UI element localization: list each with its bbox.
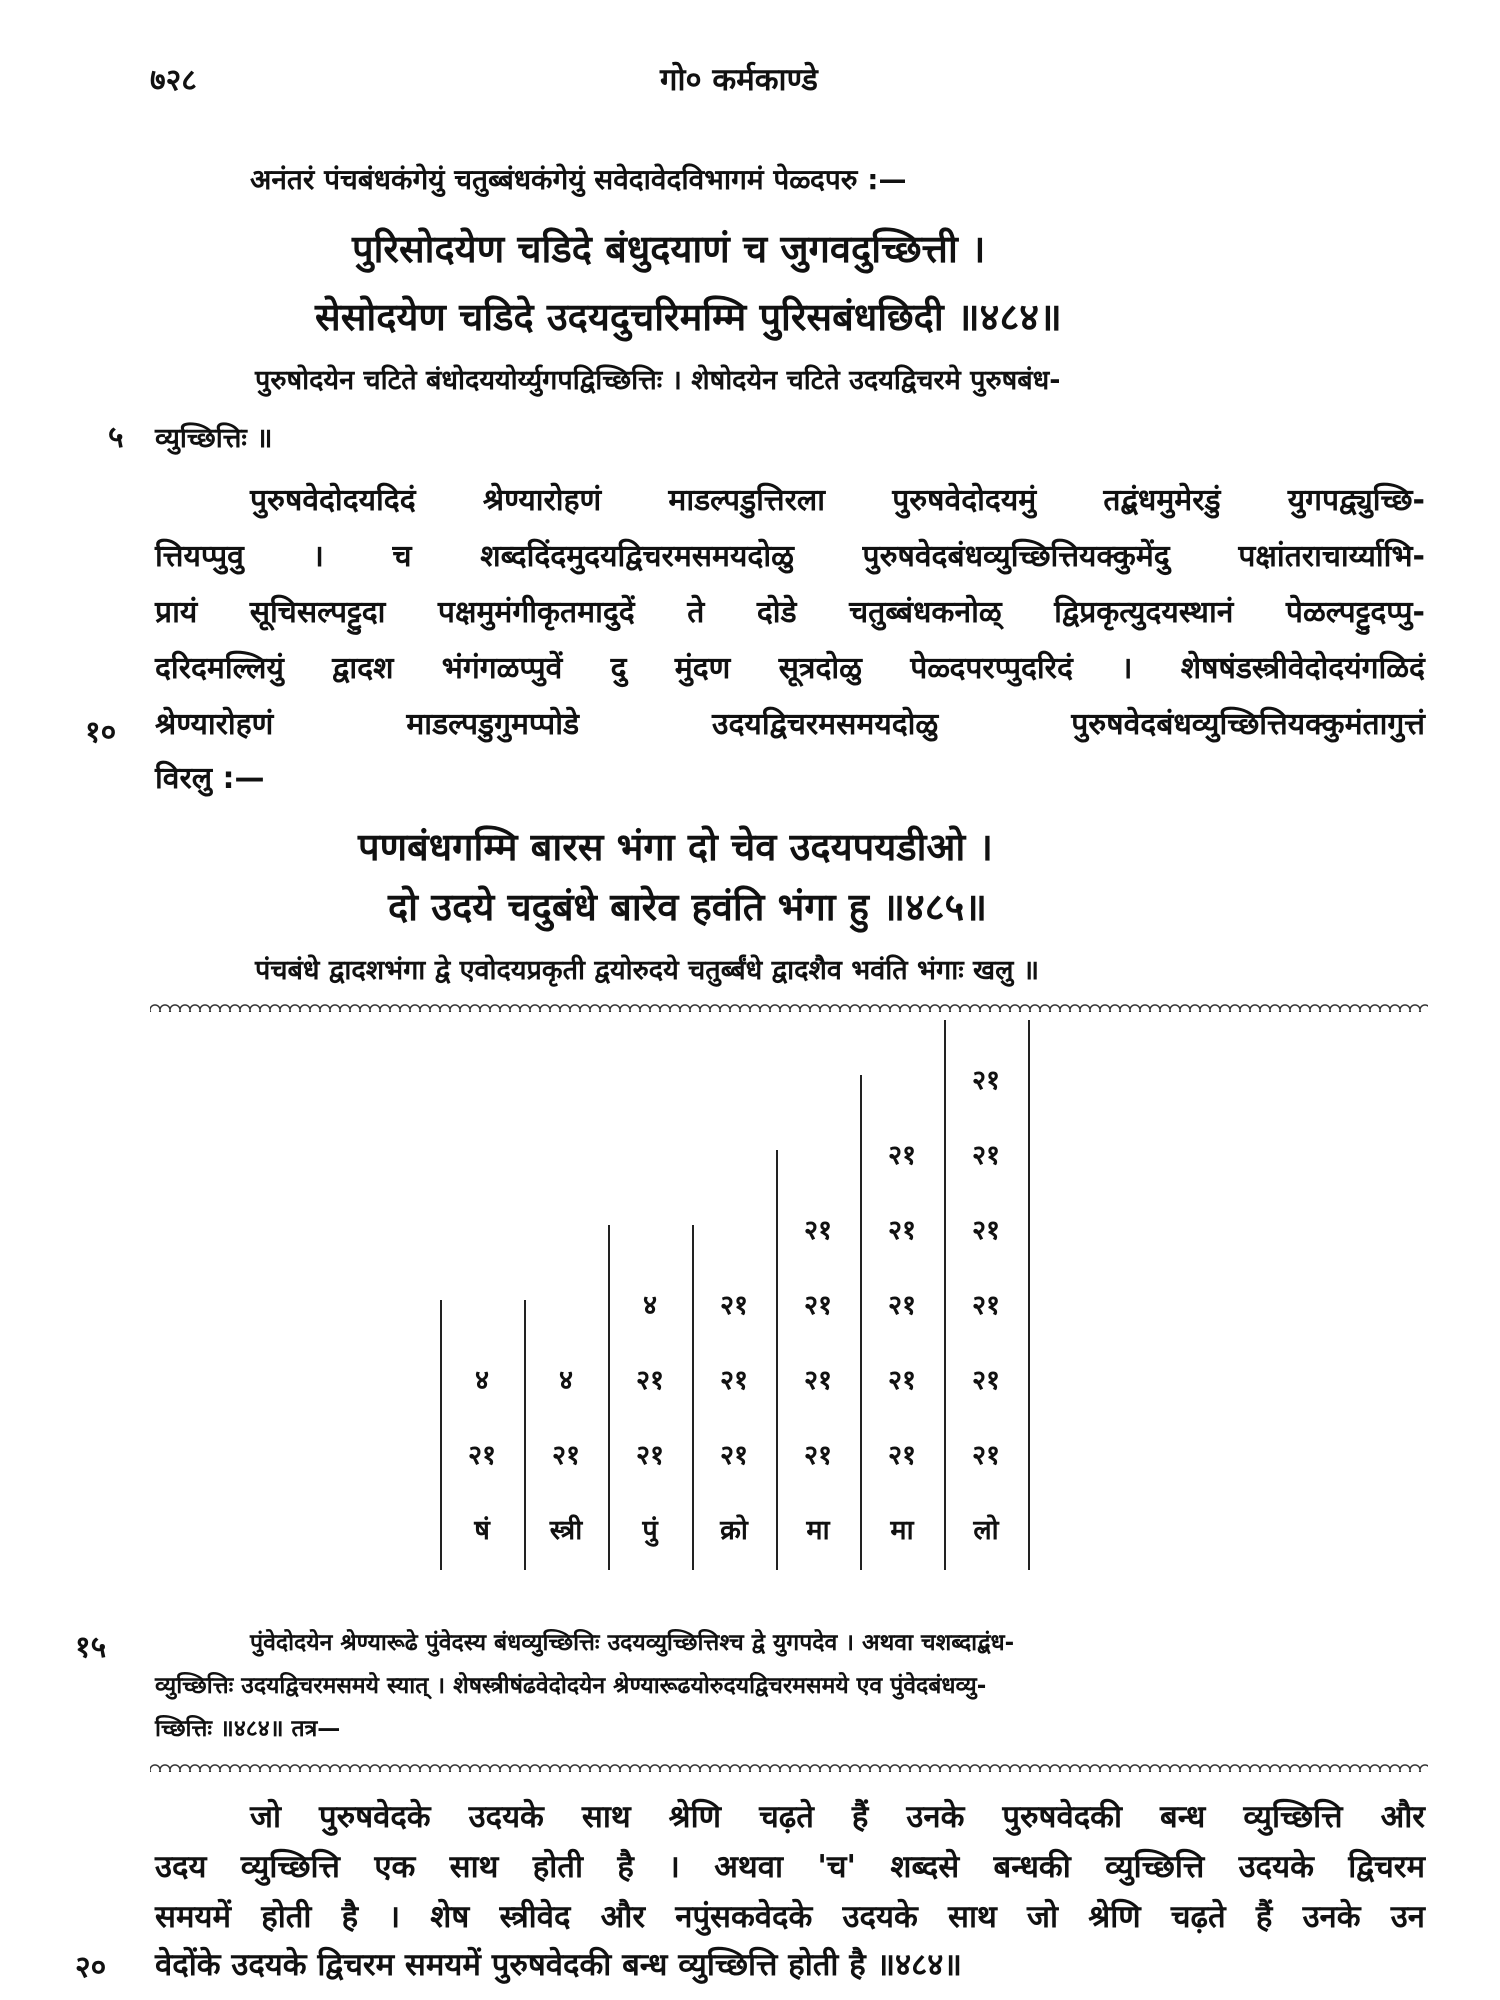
- table-cell: ४: [558, 1365, 574, 1396]
- kannada-line-6: विरलु :—: [155, 761, 265, 796]
- table-column-label: क्रो: [720, 1515, 748, 1546]
- table-column-label: पुं: [642, 1515, 658, 1546]
- kannada-line-1: पुरुषवेदोदयदिदं श्रेण्यारोहणं माडल्पडुत्तिरला पुरुषवेदोदयमुं तद्बंधमुमेरडुं युगपद्व्युच्छि-: [250, 483, 1425, 518]
- table-cell: २१: [551, 1440, 581, 1471]
- verse-484-line-1: पुरिसोदयेण चडिदे बंधुदयाणं च जुगवदुच्छित्ती ।: [352, 227, 986, 271]
- kannada-line-5: श्रेण्यारोहणं माडल्पडुगुमप्पोडे उदयद्विचरमसमयदोळु पुरुषवेदबंधव्युच्छित्तियक्कुमंतागुत्तं: [155, 707, 1425, 742]
- table-cell: ४: [642, 1290, 658, 1321]
- table-cell: २१: [887, 1365, 917, 1396]
- verse-484-line-2: सेसोदयेण चडिदे उदयदुचरिमम्मि पुरिसबंधछिदी ॥४८४॥: [315, 295, 1062, 339]
- table-cell: २१: [719, 1440, 749, 1471]
- table-cell: २१: [971, 1215, 1001, 1246]
- sanskrit-485: पंचबंधे द्वादशभंगा द्वे एवोदयप्रकृती द्वयोरुदये चतुर्ब्बंधे द्वादशैव भवंति भंगाः खलु ॥: [255, 955, 1040, 986]
- intro-line: अनंतरं पंचबंधकंगेयुं चतुब्बंधकंगेयुं सवेदावेदविभागमं पेळ्दपरु :—: [250, 163, 907, 196]
- table-cell: २१: [719, 1365, 749, 1396]
- table-cell: २१: [803, 1440, 833, 1471]
- table-column-rule: [608, 1225, 610, 1570]
- table-cell: २१: [971, 1140, 1001, 1171]
- table-cell: २१: [803, 1215, 833, 1246]
- table-cell: २१: [971, 1440, 1001, 1471]
- footnote-line-2: व्युच्छित्तिः उदयद्विचरमसमये स्यात् । शेषस्त्रीषंढवेदोदयेन श्रेण्यारूढयोरुदयद्विचरमसमये एव पुंवेदबंधव्यु-: [155, 1673, 987, 1699]
- table-column-label: स्त्री: [549, 1515, 583, 1546]
- sanskrit-484-line-1: पुरुषोदयेन चटिते बंधोदययोर्य्युगपद्विच्छित्तिः । शेषोदयेन चटिते उदयद्विचरमे पुरुषबंध-: [255, 365, 1061, 396]
- wavy-divider: [150, 1000, 1428, 1012]
- table-column-rule: [1028, 1020, 1030, 1570]
- table-column-label: मा: [806, 1515, 830, 1546]
- verse-485-line-2: दो उदये चदुबंधे बारेव हवंति भंगा हु ॥४८५॥: [388, 885, 987, 929]
- table-cell: २१: [719, 1290, 749, 1321]
- table-column-rule: [524, 1300, 526, 1570]
- hindi-line-4: वेदोंके उदयके द्विचरम समयमें पुरुषवेदकी बन्ध व्युच्छित्ति होती है ॥४८४॥: [155, 1947, 962, 1983]
- table-cell: २१: [803, 1290, 833, 1321]
- table-column-label: षं: [474, 1515, 490, 1546]
- verse-485-line-1: पणबंधगम्मि बारस भंगा दो चेव उदयपयडीओ ।: [358, 825, 993, 869]
- table-column-label: लो: [973, 1515, 999, 1546]
- table-column-rule: [860, 1075, 862, 1570]
- table-cell: २१: [887, 1140, 917, 1171]
- table-cell: २१: [635, 1365, 665, 1396]
- hindi-line-3: समयमें होती है । शेष स्त्रीवेद और नपुंसकवेदके उदयके साथ जो श्रेणि चढ़ते हैं उनके उन: [155, 1899, 1425, 1935]
- table-column-rule: [776, 1150, 778, 1570]
- table-cell: २१: [887, 1440, 917, 1471]
- page-title: गो० कर्मकाण्डे: [660, 62, 818, 98]
- kannada-line-2: त्तियप्पुवु । च शब्ददिंदमुदयद्विचरमसमयदोळु पुरुषवेदबंधव्युच्छित्तियक्कुमेंदु पक्षांतराचार्य्याभि-: [155, 539, 1425, 574]
- page-number: ७२८: [150, 63, 197, 98]
- kannada-line-4: दरिदमल्लियुं द्वादश भंगंगळप्पुवें दु मुंदण सूत्रदोळु पेळ्दपरप्पुदरिदं । शेषषंडस्त्रीवेदोदयंगळिदं: [155, 651, 1425, 686]
- table-cell: २१: [971, 1365, 1001, 1396]
- line-number-15: १५: [75, 1630, 107, 1665]
- table-column-rule: [944, 1020, 946, 1570]
- table-cell: २१: [635, 1440, 665, 1471]
- table-column-rule: [692, 1225, 694, 1570]
- hindi-line-2: उदय व्युच्छित्ति एक साथ होती है । अथवा 'च' शब्दसे बन्धकी व्युच्छित्ति उदयके द्विचरम: [155, 1849, 1425, 1885]
- table-cell: २१: [971, 1065, 1001, 1096]
- table-cell: २१: [887, 1290, 917, 1321]
- table-column-label: मा: [890, 1515, 914, 1546]
- table-cell: २१: [467, 1440, 497, 1471]
- wavy-divider-2: [150, 1760, 1428, 1772]
- kannada-line-3: प्रायं सूचिसल्पट्टुदा पक्षमुमंगीकृतमादुदें ते दोडे चतुब्बंधकनोळ् द्विप्रकृत्युदयस्थानं पेळल्पट्टुदप्पु-: [155, 595, 1425, 630]
- table-cell: २१: [971, 1290, 1001, 1321]
- table-column-rule: [440, 1300, 442, 1570]
- line-number-20: २०: [75, 1950, 107, 1985]
- table-cell: ४: [474, 1365, 490, 1396]
- line-number-5: ५: [108, 420, 124, 455]
- sanskrit-484-line-2: व्युच्छित्तिः ॥: [155, 423, 273, 454]
- footnote-line-3: च्छित्तिः ॥४८४॥ तत्र—: [155, 1716, 341, 1742]
- table-cell: २१: [887, 1215, 917, 1246]
- table-cell: २१: [803, 1365, 833, 1396]
- footnote-line-1: पुंवेदोदयेन श्रेण्यारूढे पुंवेदस्य बंधव्युच्छित्तिः उदयव्युच्छित्तिश्च द्वे युगपदेव । अथवा चशब्दाद्बंध-: [250, 1630, 1015, 1656]
- line-number-10: १०: [85, 715, 117, 750]
- hindi-line-1: जो पुरुषवेदके उदयके साथ श्रेणि चढ़ते हैं उनके पुरुषवेदकी बन्ध व्युच्छित्ति और: [250, 1799, 1425, 1835]
